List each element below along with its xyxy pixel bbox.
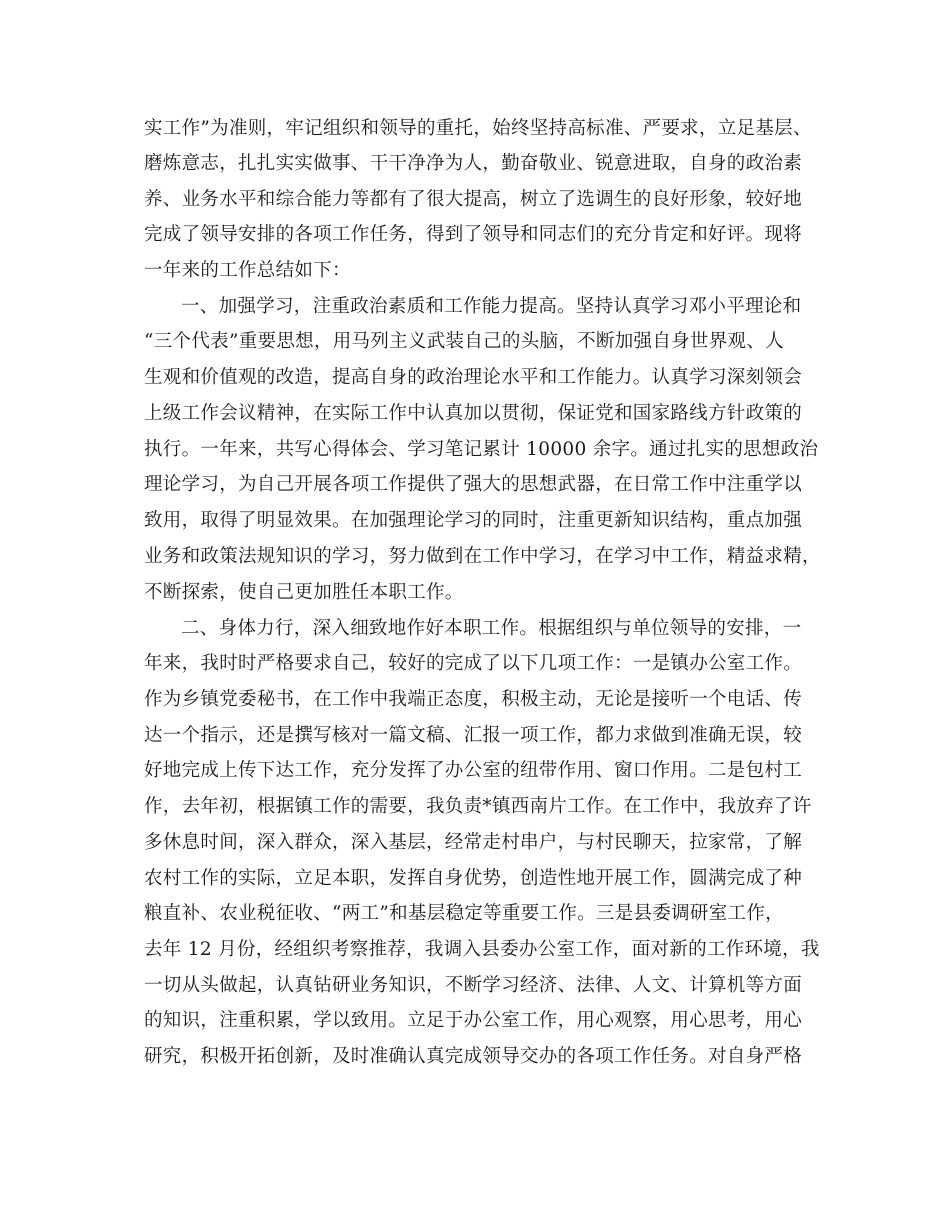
text-line: 达一个指示，还是撰写核对一篇文稿、汇报一项工作，都力求做到准确无误，较 [144,725,803,746]
paragraph-start-line: 二、身体力行，深入细致地作好本职工作。根据组织与单位领导的安排，一 [181,618,802,639]
text-line: 完成了领导安排的各项工作任务，得到了领导和同志们的充分肯定和好评。现将 [144,224,803,245]
text-line: 业务和政策法规知识的学习，努力做到在工作中学习，在学习中工作，精益求精， [144,546,821,567]
text-line: “三个代表”重要思想，用马列主义武装自己的头脑，不断加强自身世界观、人 [144,331,784,352]
text-line: 磨炼意志，扎扎实实做事、干干净净为人，勤奋敬业、锐意进取，自身的政治素 [144,153,803,174]
text-line: 一切从头做起，认真钻研业务知识，不断学习经济、法律、人文、计算机等方面 [144,975,803,996]
text-line: 致用，取得了明显效果。在加强理论学习的同时，注重更新知识结构，重点加强 [144,510,803,531]
text-line: 实工作”为准则，牢记组织和领导的重托，始终坚持高标准、严要求，立足基层、 [144,118,812,139]
text-line: 作为乡镇党委秘书，在工作中我端正态度，积极主动，无论是接听一个电话、传 [144,689,803,710]
text-line: 理论学习，为自己开展各项工作提供了强大的思想武器，在日常工作中注重学以 [144,474,803,495]
text-line: 农村工作的实际，立足本职，发挥自身优势，创造性地开展工作，圆满完成了种 [144,868,803,889]
text-line: 粮直补、农业税征收、“两工”和基层稳定等重要工作。三是县委调研室工作， [144,903,784,924]
text-line: 上级工作会议精神，在实际工作中认真加以贯彻，保证党和国家路线方针政策的 [144,403,803,424]
text-line: 年来，我时时严格要求自己，较好的完成了以下几项工作：一是镇办公室工作。 [144,653,803,674]
text-line: 生观和价值观的改造，提高自身的政治理论水平和工作能力。认真学习深刻领会 [144,367,803,388]
text-line: 不断探索，使自己更加胜任本职工作。 [144,582,464,603]
text-line: 养、业务水平和综合能力等都有了很大提高，树立了选调生的良好形象，较好地 [144,189,803,210]
text-line: 研究，积极开拓创新，及时准确认真完成领导交办的各项工作任务。对自身严格 [144,1046,803,1067]
text-line: 执行。一年来，共写心得体会、学习笔记累计 10000 余字。通过扎实的思想政治 [144,439,819,460]
text-line: 一年来的工作总结如下： [144,260,351,281]
paragraph-start-line: 一、加强学习，注重政治素质和工作能力提高。坚持认真学习邓小平理论和 [181,296,802,317]
text-line: 去年 12 月份，经组织考察推荐，我调入县委办公室工作，面对新的工作环境，我 [144,939,820,960]
text-line: 的知识，注重积累，学以致用。立足于办公室工作，用心观察，用心思考，用心 [144,1010,803,1031]
text-line: 多休息时间，深入群众，深入基层，经常走村串户，与村民聊天，拉家常，了解 [144,832,803,853]
text-line: 好地完成上传下达工作，充分发挥了办公室的纽带作用、窗口作用。二是包村工 [144,760,803,781]
text-line: 作，去年初，根据镇工作的需要，我负责*镇西南片工作。在工作中，我放弃了许 [144,796,812,817]
